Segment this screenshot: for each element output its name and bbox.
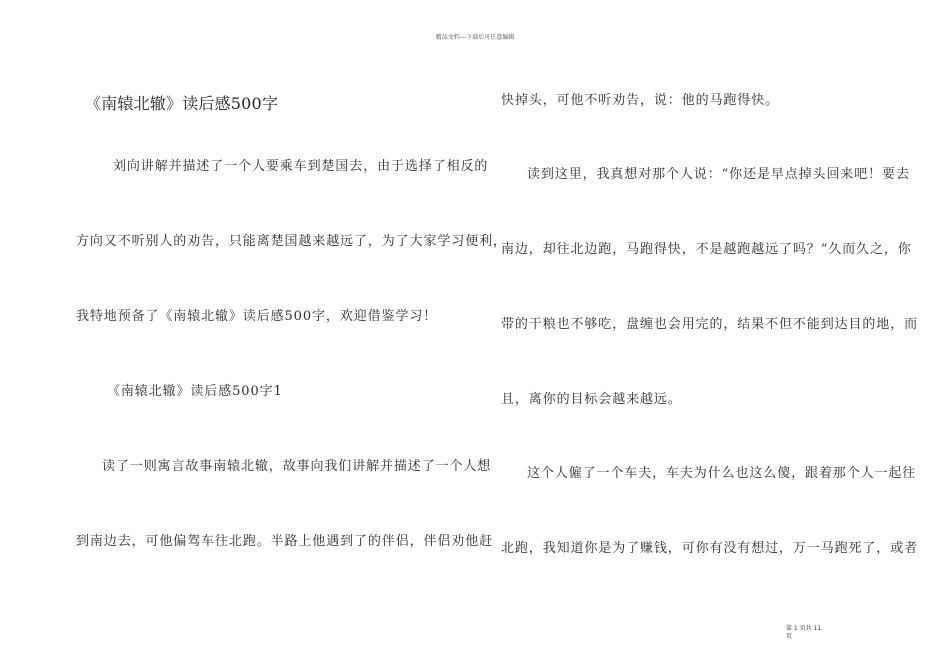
- essay-title-text: 《南辕北辙》读后感500字: [85, 94, 279, 113]
- paragraph-line: 方向又不听别人的劝告，只能离楚国越来越远了，为了大家学习便利，: [76, 234, 507, 249]
- paragraph-line: 快掉头，可他不听劝告，说：他的马跑得快。: [501, 93, 780, 108]
- paragraph-line: 我特地预备了《南辕北辙》读后感500字，欢迎借鉴学习！: [76, 309, 438, 324]
- essay-title: [85, 91, 278, 114]
- paragraph-line: 带的干粮也不够吃，盘缠也会用完的，结果不但不能到达目的地，而: [501, 317, 919, 332]
- paragraph-line: 这个人僱了一个车夫，车夫为什么也这么傻，跟着那个人一起往: [527, 466, 917, 481]
- header-note: 精品文档---下载后可任意编辑: [435, 34, 515, 41]
- section-heading: 《南辕北辙》读后感500字1: [107, 384, 283, 399]
- page-number: 第 1 页共 11 页: [786, 625, 822, 640]
- paragraph-line: 读了一则寓言故事南辕北辙，故事向我们讲解并描述了一个人想: [102, 459, 492, 474]
- paragraph-line: 刘向讲解并描述了一个人要乘车到楚国去，由于选择了相反的: [113, 159, 489, 174]
- paragraph-line: 北跑，我知道你是为了赚钱，可你有没有想过，万一马跑死了，或者: [501, 541, 919, 556]
- paragraph-line: 到南边去，可他偏驾车往北跑。半路上他遇到了的伴侣，伴侣劝他赶: [76, 534, 494, 549]
- paragraph-line: 读到这里，我真想对那个人说：“你还是早点掉头回来吧！要去: [527, 167, 910, 182]
- paragraph-line: 且，离你的目标会越来越远。: [501, 392, 682, 407]
- paragraph-line: 南边，却往北边跑，马跑得快，不是越跑越远了吗？“久而久之，你: [501, 242, 912, 257]
